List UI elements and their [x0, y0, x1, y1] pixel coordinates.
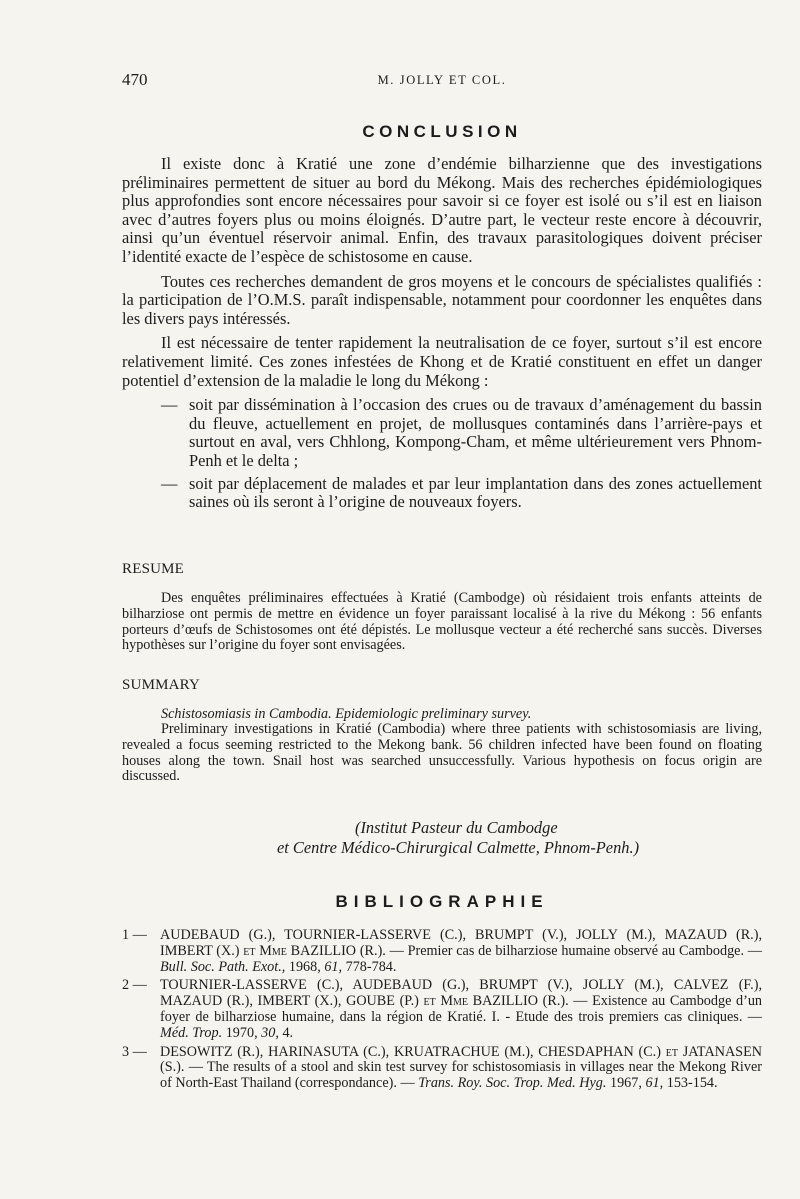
page-number: 470	[122, 70, 148, 89]
entry-pages: 778-784.	[342, 958, 397, 975]
entry-volume: 61,	[324, 958, 343, 975]
entry-journal: Méd. Trop.	[160, 1024, 223, 1041]
summary-title: Schistosomiasis in Cambodia. Epidemiologic preliminary survey.	[161, 706, 532, 722]
running-title: M. JOLLY ET COL.	[377, 73, 507, 87]
entry-authors: DESOWITZ (R.), HARINASUTA (C.), KRUATRACHUE (M.), CHESDAPHAN (C.) et JATANASEN (S.).	[160, 1043, 762, 1076]
conclusion-paragraph: Toutes ces recherches demandent de gros moyens et le concours de spécialistes qualifiés : la participation de l’O.M.S. paraît indispensable, notamment pour coordonner les enquêtes dans les divers pays intéressés.	[122, 271, 762, 328]
list-dash: —	[161, 473, 178, 493]
entry-authors: AUDEBAUD (G.), TOURNIER-LASSERVE (C.), BRUMPT (V.), JOLLY (M.), MAZAUD (R.), IMBERT (X.) et Mme BAZILLIO (R.).	[160, 927, 762, 959]
affiliation-line-1: (Institut Pasteur du Cambodge	[355, 818, 558, 837]
bibliography-entry	[122, 978, 762, 1041]
entry-year: 1967,	[606, 1075, 646, 1092]
bibliography-entry	[122, 928, 762, 975]
entry-year: 1968,	[285, 958, 325, 975]
entry-volume: 61,	[645, 1075, 664, 1092]
conclusion-heading: CONCLUSION	[362, 122, 522, 141]
entry-authors: TOURNIER-LASSERVE (C.), AUDEBAUD (G.), BRUMPT (V.), JOLLY (M.), CALVEZ (F.), MAZAUD (R.), IMBERT (X.), GOUBE (P.) et Mme BAZILLIO (R.).	[160, 977, 762, 1010]
conclusion-list	[122, 396, 762, 512]
conclusion-paragraph: Il est nécessaire de tenter rapidement la neutralisation de ce foyer, surtout s’il est encore relativement limité. Ces zones infestées de Khong et de Kratié constituent en effet un danger potentiel d’extension de la maladie le long du Mékong :	[122, 333, 762, 390]
summary-paragraph: Preliminary investigations in Kratié (Cambodia) where three patients with schistosomiasis are living, revealed a focus seeming restricted to the Mekong bank. 56 children infected have been found on floating houses along the town. Snail host was searched unsuccessfully. Various hypothesis on focus origin are discussed.	[122, 721, 762, 785]
entry-title: — Premier cas de bilharziose humaine observé au Cambodge. —	[385, 942, 762, 959]
entry-number: 1 —	[122, 927, 147, 943]
entry-pages: 153-154.	[663, 1075, 718, 1092]
summary-label: SUMMARY	[122, 677, 201, 693]
entry-number: 2 —	[122, 977, 147, 994]
summary-body	[122, 722, 762, 785]
entry-title: — Existence au Cambodge d’un foyer de bilharziose humaine, dans la région de Kratié. I. - Etude des trois premiers cas cliniques. —	[160, 993, 763, 1025]
bibliography-list	[122, 928, 762, 1095]
resume-paragraph: Des enquêtes préliminaires effectuées à Kratié (Cambodge) où résidaient trois enfants atteints de bilharziose ont permis de mettre en évidence un foyer paraissant localisé à la rive du Mékong : 56 enfants porteurs d’œufs de Schistosomes ont été dépistés. Le mollusque vecteur a été recherché sans succès. Diverses hypothèses sur l’origine du foyer sont envisagées.	[122, 590, 762, 654]
entry-title: — The results of a stool and skin test survey for schistosomiasis in villages near the Mekong River of North-East Thailand (correspondance). —	[160, 1059, 762, 1092]
conclusion-paragraph: Il existe donc à Kratié une zone d’endémie bilharzienne que des investigations préliminaires permettent de situer au bord du Mékong. Mais des recherches épidémiologiques plus approfondies sont encore nécessaires pour savoir si ce foyer est isolé ou s’il est en liaison avec d’autres foyers plus ou moins éloignés. D’autre part, le vecteur reste encore à découvrir, ainsi qu’un éventuel réservoir animal. Enfin, des travaux parasitologiques doivent préciser l’identité exacte de l’espèce de schistosome en cause.	[122, 154, 762, 266]
running-head	[122, 70, 762, 92]
entry-journal: Bull. Soc. Path. Exot.,	[160, 958, 286, 975]
affiliation	[122, 818, 762, 858]
list-item	[122, 475, 762, 512]
bibliography-heading: BIBLIOGRAPHIE	[335, 892, 549, 911]
resume-body	[122, 591, 762, 654]
entry-journal: Trans. Roy. Soc. Trop. Med. Hyg.	[418, 1075, 607, 1092]
bibliography-entry	[122, 1045, 762, 1092]
affiliation-line-2: et Centre Médico-Chirurgical Calmette, Phnom-Penh.)	[277, 838, 640, 857]
entry-pages: 4.	[278, 1024, 294, 1041]
list-item	[122, 396, 762, 470]
conclusion-body	[122, 155, 762, 516]
resume-label: RESUME	[122, 561, 185, 577]
entry-year: 1970,	[222, 1024, 262, 1041]
list-dash: —	[161, 395, 178, 415]
entry-number: 3 —	[122, 1043, 147, 1060]
entry-volume: 30,	[261, 1024, 279, 1041]
list-item-text: soit par dissémination à l’occasion des crues ou de travaux d’aménagement du bassin du fleuve, actuellement en projet, de mollusques contaminés dans l’arrière-pays et surtout en aval, vers Chhlong, Kompong-Cham, et même ultérieurement vers Phnom-Penh et le delta ;	[189, 395, 762, 470]
list-item-text: soit par déplacement de malades et par leur implantation dans des zones actuellement saines où ils seront à l’origine de nouveaux foyers.	[189, 473, 762, 512]
